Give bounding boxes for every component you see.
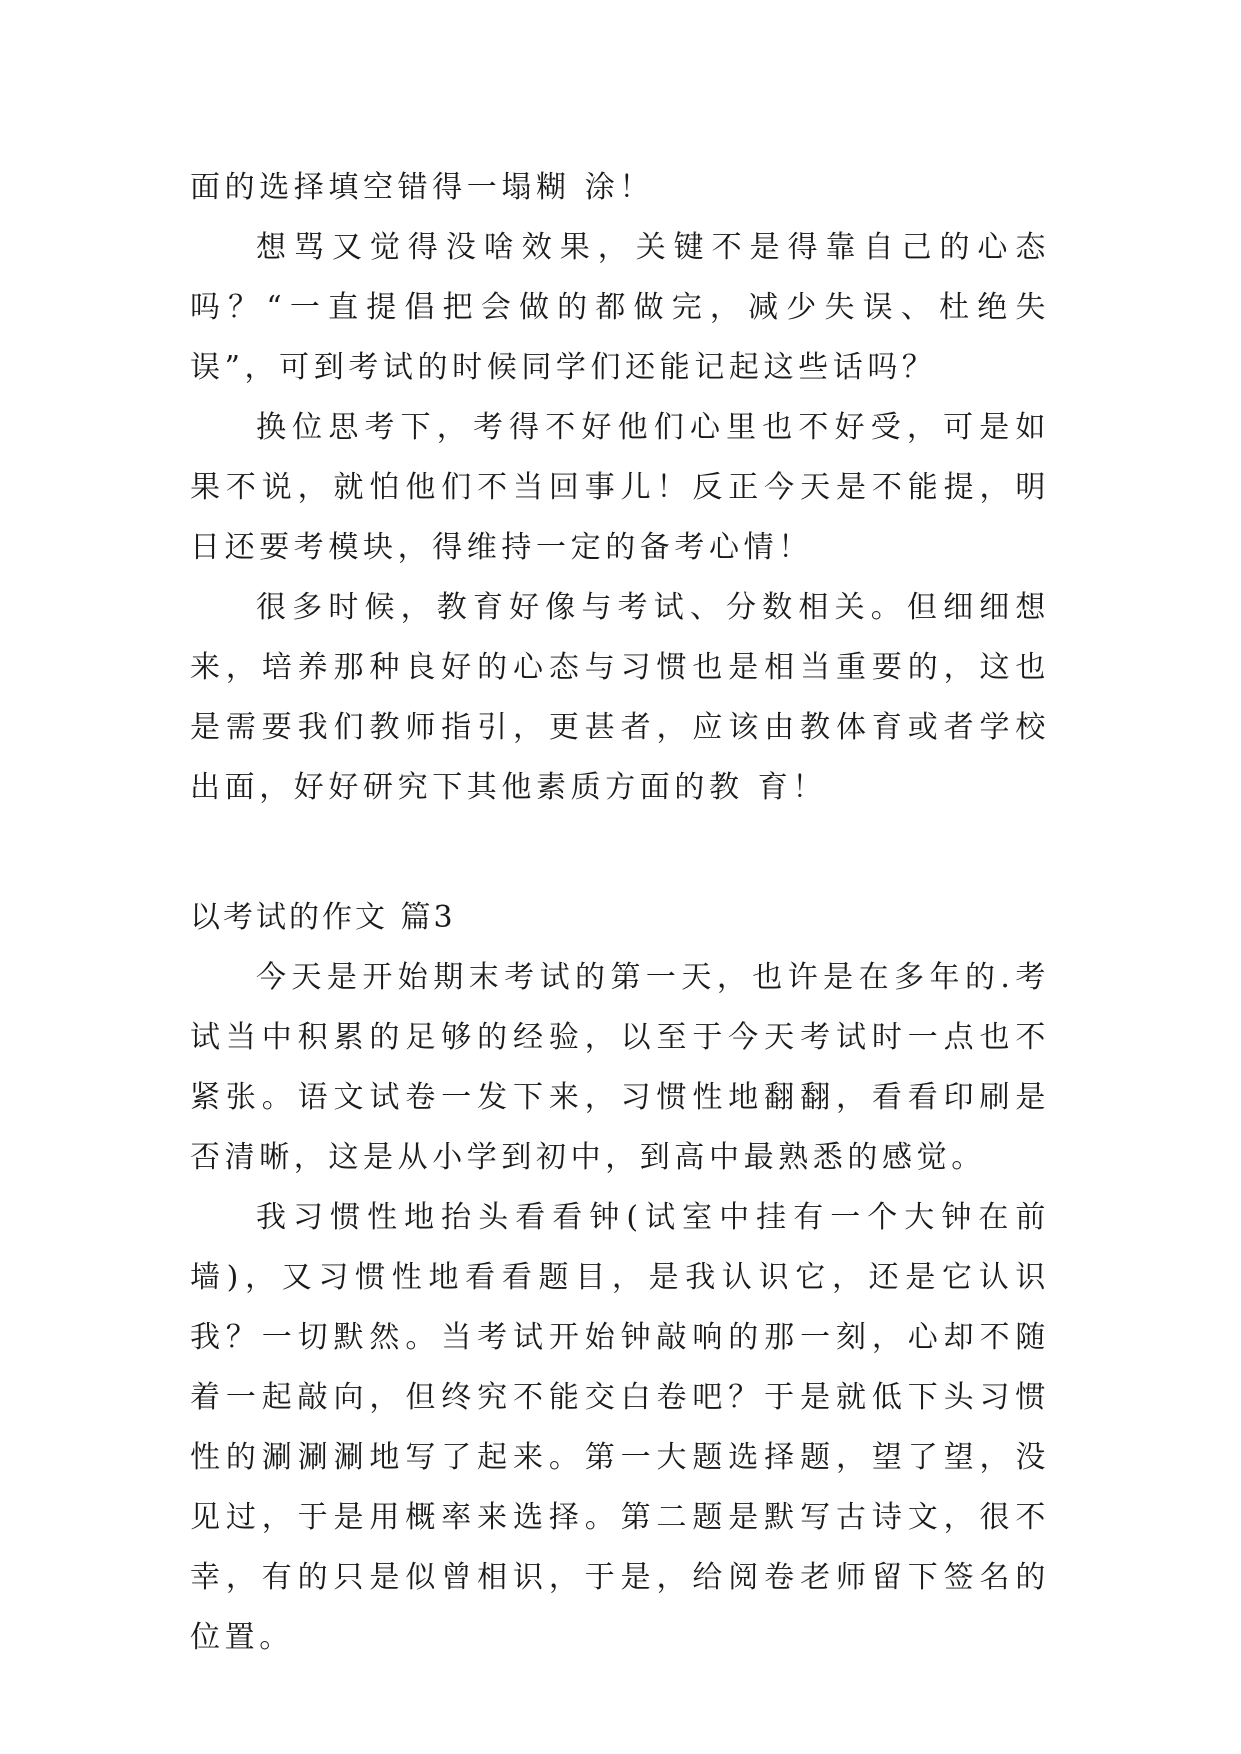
paragraph: 今天是开始期末考试的第一天，也许是在多年的.考试当中积累的足够的经验，以至于今天考试时一点也不紧张。语文试卷一发下来，习惯性地翻翻，看看印刷是否清晰，这是从小学到初中，到高中最熟悉的感觉。 xyxy=(190,960,1050,1175)
section-spacer xyxy=(190,818,1050,888)
section-heading: 以考试的作文 篇3 xyxy=(190,900,456,935)
paragraph: 想骂又觉得没啥效果，关键不是得靠自己的心态吗？“一直提倡把会做的都做完，减少失误、杜绝失误”，可到考试的时候同学们还能记起这些话吗？ xyxy=(190,230,1050,385)
paragraph: 我习惯性地抬头看看钟(试室中挂有一个大钟在前墙)，又习惯性地看看题目，是我认识它，还是它认识我？一切默然。当考试开始钟敲响的那一刻，心却不随着一起敲向，但终究不能交白卷吧？于是就低下头习惯性的涮涮涮地写了起来。第一大题选择题，望了望，没见过，于是用概率来选择。第二题是默写古诗文，很不幸，有的只是似曾相识，于是，给阅卷老师留下签名的位置。 xyxy=(190,1200,1050,1655)
paragraph: 换位思考下，考得不好他们心里也不好受，可是如果不说，就怕他们不当回事儿！反正今天是不能提，明日还要考模块，得维持一定的备考心情！ xyxy=(190,410,1050,565)
paragraph: 很多时候，教育好像与考试、分数相关。但细细想来，培养那种良好的心态与习惯也是相当重要的，这也是需要我们教师指引，更甚者，应该由教体育或者学校出面，好好研究下其他素质方面的教 育！ xyxy=(190,590,1050,805)
paragraph-continuation: 面的选择填空错得一塌糊 涂！ xyxy=(190,170,654,205)
document-body xyxy=(190,158,1050,1668)
